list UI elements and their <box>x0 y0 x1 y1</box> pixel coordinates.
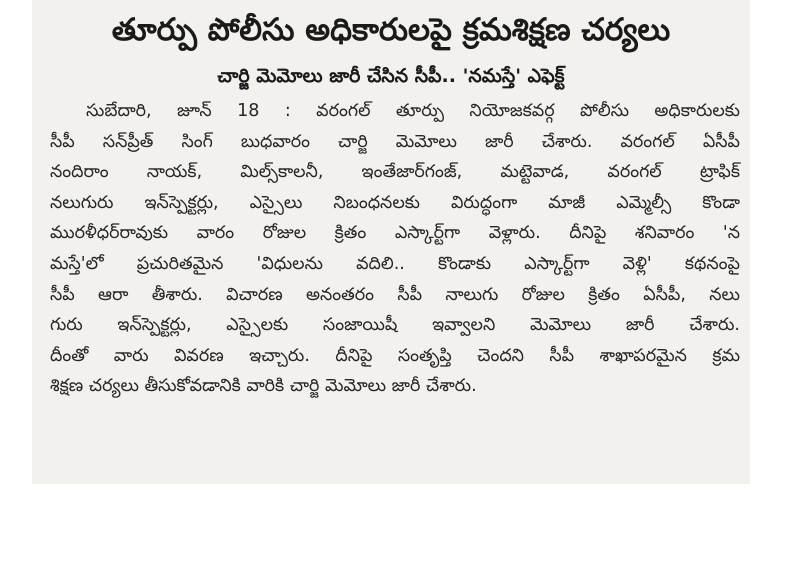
body-line: సీపీ సన్‌ప్రీత్ సింగ్ బుధవారం చార్జి మెమోలు జారీ చేశారు. వరంగల్ ఏసీపీ <box>50 131 740 152</box>
body-line: మురళీధర్‌రావుకు వారం రోజుల క్రితం ఎస్కార్ట్‌గా వెళ్లారు. దీనిపై శనివారం 'న <box>50 223 740 244</box>
article-body <box>50 96 740 402</box>
body-line: దీంతో వారు వివరణ ఇచ్చారు. దీనిపై సంతృప్తి చెందని సీపీ శాఖాపరమైన క్రమ <box>50 345 740 366</box>
body-line: నలుగురు ఇన్‌స్పెక్టర్లు, ఎస్సైలు నిబంధనలకు విరుద్ధంగా మాజీ ఎమ్మెల్సీ కొండా <box>50 192 740 213</box>
body-line: గురు ఇన్‌స్పెక్టర్లు, ఎస్సైలకు సంజాయిషీ ఇవ్వాలని మెమోలు జారీ చేశారు. <box>50 315 740 336</box>
subheadline: చార్జి మెమోలు జారీ చేసిన సీపీ.. 'నమస్తే' ఎఫెక్ట్ <box>217 65 565 87</box>
body-line: మస్తే'లో ప్రచురితమైన 'విధులను వదిలి.. కొండాకు ఎస్కార్ట్‌గా వెళ్లి' కథనంపై <box>50 253 740 274</box>
body-line: నందిరాం నాయక్, మిల్స్‌కాలనీ, ఇంతేజార్‌గంజ్, మట్టెవాడ, వరంగల్ ట్రాఫిక్ <box>50 162 740 183</box>
body-line: శిక్షణ చర్యలు తీసుకోవడానికి వారికి చార్జి మెమోలు జారీ చేశారు. <box>50 376 477 397</box>
body-line: సుబేదారి, జూన్ 18 : వరంగల్ తూర్పు నియోజకవర్గ పోలీసు అధికారులకు <box>86 101 740 121</box>
headline: తూర్పు పోలీసు అధికారులపై క్రమశిక్షణ చర్యలు <box>111 12 671 48</box>
news-clipping <box>32 0 750 484</box>
body-line: సీపీ ఆరా తీశారు. విచారణ అనంతరం సీపీ నాలుగు రోజుల క్రితం ఏసీపీ, నలు <box>50 284 740 305</box>
